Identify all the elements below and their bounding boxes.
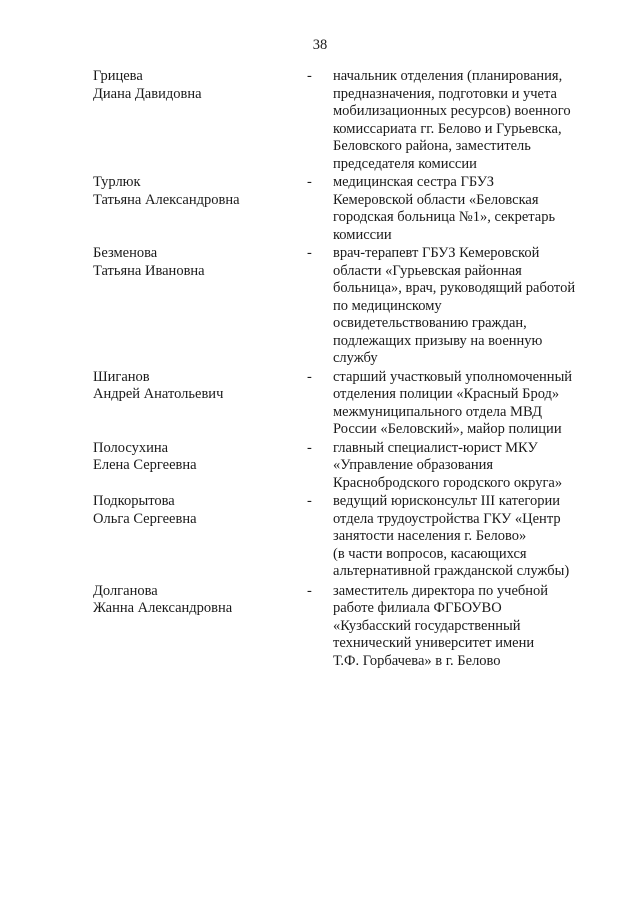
role-line: межмуниципального отдела МВД [333,403,542,420]
member-role [333,583,583,671]
role-line: «Кузбасский государственный [333,617,521,634]
role-line: занятости населения г. Белово» [333,528,527,544]
dash-separator: - [307,493,312,509]
member-name [93,369,307,404]
role-line: врач-терапевт ГБУЗ Кемеровской [333,245,540,261]
role-line: по медицинскому [333,297,442,314]
role-line: области «Гурьевская районная [333,262,522,279]
member-surname: Грицева [93,68,143,84]
member-entry [93,68,583,173]
member-entry [93,583,583,671]
member-entry [93,369,583,439]
member-name [93,493,307,528]
role-line: комиссариата гг. Белово и Гурьевска, [333,120,562,137]
member-name [93,583,307,618]
member-given-name: Ольга Сергеевна [93,510,197,527]
dash-separator: - [307,582,312,599]
role-line: городская больница №1», секретарь [333,209,556,225]
role-line: освидетельствованию граждан, [333,315,527,331]
commission-member-list [93,68,583,670]
member-role [333,68,583,173]
role-line: старший участковый уполномоченный [333,368,573,385]
role-line: технический университет имени [333,635,535,651]
role-line: «Управление образования [333,457,494,473]
member-entry [93,440,583,493]
dash-separator: - [307,68,312,84]
member-surname: Безменова [93,245,158,261]
member-given-name: Диана Давидовна [93,85,202,102]
page-number: 38 [312,37,328,53]
role-line: службу [333,350,378,366]
role-line: главный специалист-юрист МКУ [333,439,538,456]
member-given-name: Жанна Александровна [93,600,233,616]
member-given-name: Андрей Анатольевич [93,386,224,402]
member-given-name: Елена Сергеевна [93,457,197,473]
member-surname: Шиганов [93,368,150,385]
member-role [333,369,583,439]
role-line: комиссии [333,226,392,243]
role-line: заместитель директора по учебной [333,582,549,599]
role-line: Т.Ф. Горбачева» в г. Белово [333,652,501,669]
member-surname: Турлюк [93,174,141,190]
role-line: предназначения, подготовки и учета [333,85,557,102]
dash-separator: - [307,245,312,261]
role-line: Краснобродского городского округа» [333,474,563,491]
member-role [333,493,583,581]
role-line: председателя комиссии [333,155,477,172]
member-name [93,68,307,103]
member-entry [93,245,583,368]
role-line: медицинская сестра ГБУЗ [333,174,495,190]
role-line: начальник отделения (планирования, [333,68,563,84]
member-role [333,440,583,493]
member-name [93,440,307,475]
dash-separator: - [307,174,312,190]
role-line: (в части вопросов, касающихся [333,545,527,562]
member-entry [93,493,583,581]
role-line: мобилизационных ресурсов) военного [333,103,571,119]
member-given-name: Татьяна Ивановна [93,262,205,279]
role-line: отделения полиции «Красный Брод» [333,386,560,402]
role-line: ведущий юрисконсульт III категории [333,493,561,509]
role-line: Кемеровской области «Беловская [333,191,539,208]
dash-separator: - [307,439,312,456]
role-line: альтернативной гражданской службы) [333,563,570,579]
member-role [333,245,583,368]
member-name [93,174,307,209]
role-line: работе филиала ФГБОУВО [333,600,502,616]
dash-separator: - [307,368,312,385]
member-name [93,245,307,280]
member-role [333,174,583,244]
member-surname: Полосухина [93,439,169,456]
role-line: больница», врач, руководящий работой [333,280,576,296]
member-surname: Подкорытова [93,493,175,509]
role-line: подлежащих призыву на военную [333,332,543,349]
role-line: отдела трудоустройства ГКУ «Центр [333,510,561,527]
role-line: Беловского района, заместитель [333,138,531,154]
role-line: России «Беловский», майор полиции [333,421,562,437]
member-entry [93,174,583,244]
member-given-name: Татьяна Александровна [93,191,240,208]
member-surname: Долганова [93,582,158,599]
